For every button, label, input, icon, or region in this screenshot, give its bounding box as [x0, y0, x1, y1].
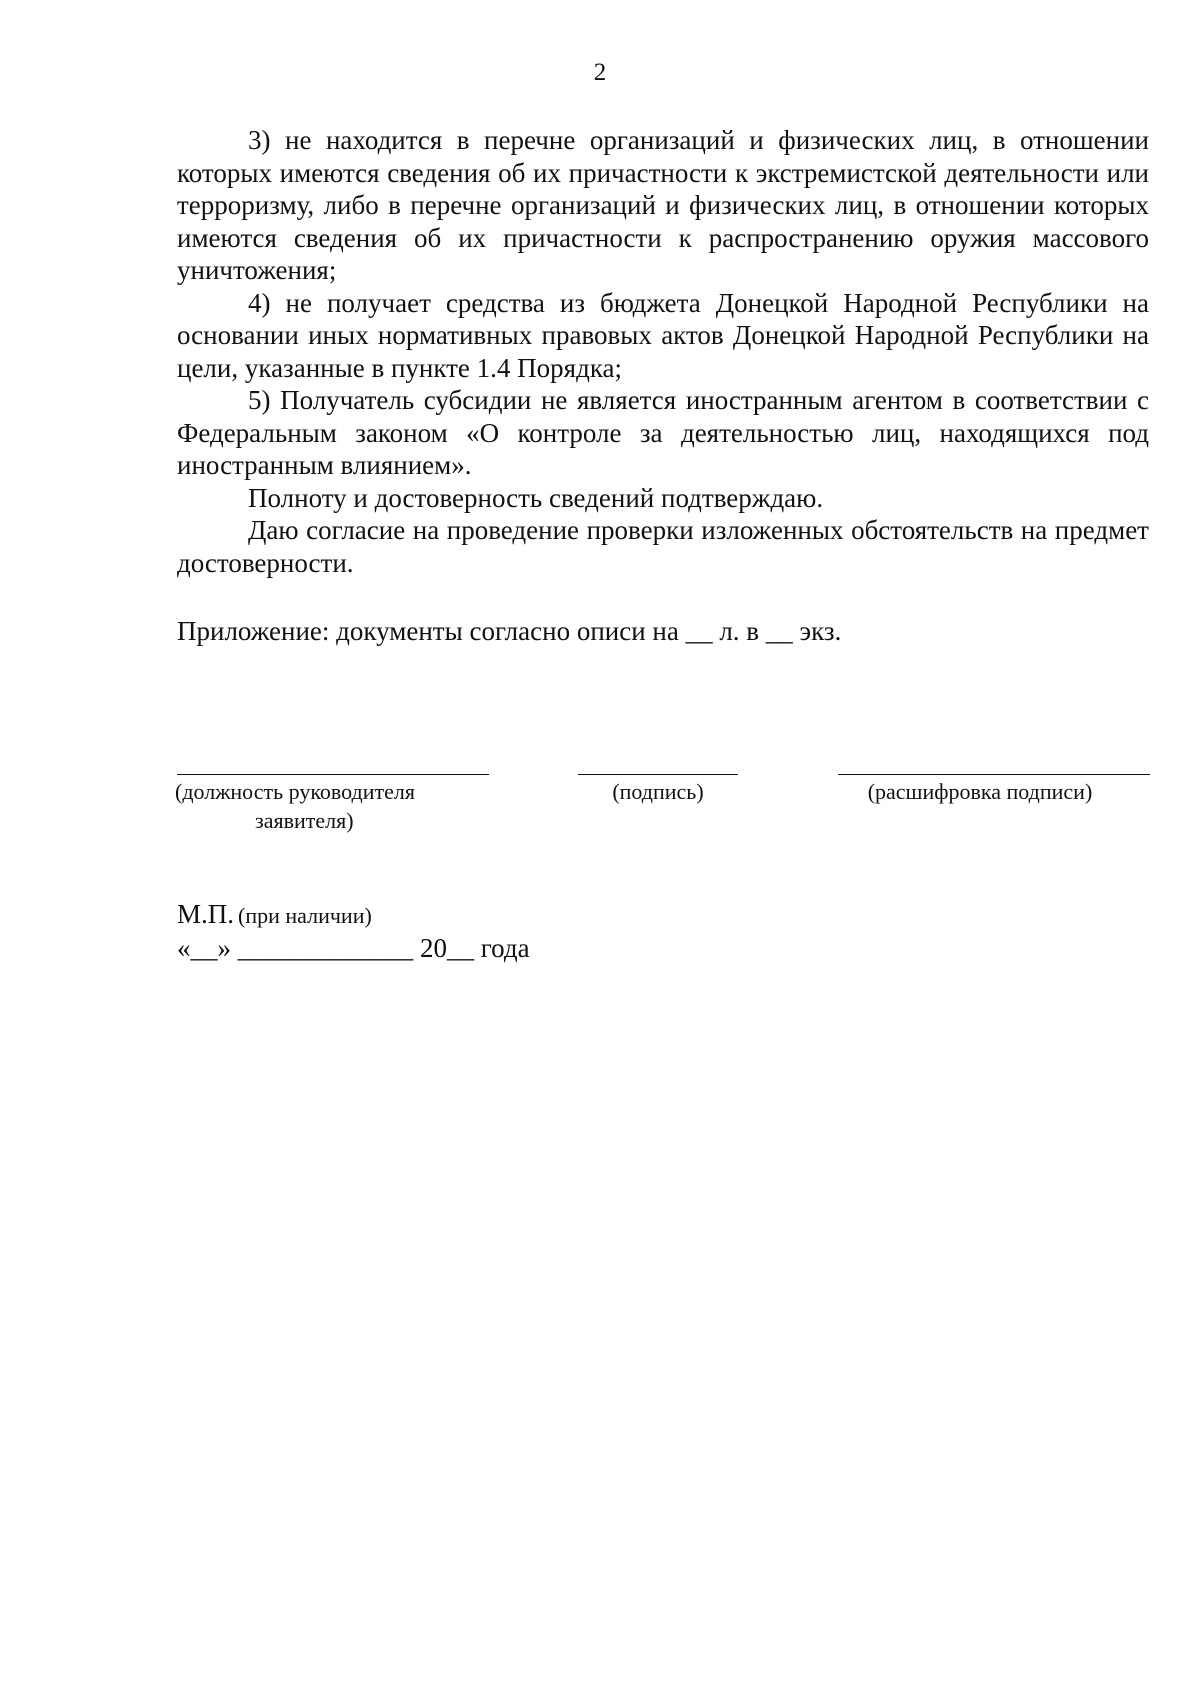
paragraph-item-5: 5) Получатель субсидии не является иностранным агентом в соответствии с Федеральным законом «О контроле за деятельностью лиц, находящихся под иностранным влиянием». [177, 385, 1149, 480]
decode-signature-line [838, 774, 1150, 775]
paragraph-item-4: 4) не получает средства из бюджета Донецкой Народной Республики на основании иных нормативных правовых актов Донецкой Народной Республики на цели, указанные в пункте 1.4 Порядка; [177, 287, 1149, 383]
position-caption-line2: заявителя) [255, 808, 354, 833]
document-body [177, 124, 1149, 579]
signature-line [578, 774, 738, 775]
attachment-line: Приложение: документы согласно описи на __ л. в __ экз. [177, 616, 842, 646]
decode-caption: (расшифровка подписи) [867, 779, 1093, 804]
stamp-note: (при наличии) [238, 903, 372, 928]
position-caption-line1: (должность руководителя [175, 779, 415, 804]
page-number: 2 [593, 59, 607, 86]
consent-statement: Даю согласие на проведение проверки изложенных обстоятельств на предмет достоверности. [177, 515, 1149, 578]
position-caption [175, 777, 495, 835]
date-line: «__» _____________ 20__ года [177, 933, 530, 963]
stamp-label: М.П. [177, 899, 235, 929]
position-signature-line [177, 774, 489, 775]
signature-caption: (подпись) [612, 779, 704, 804]
confirmation-statement: Полноту и достоверность сведений подтверждаю. [248, 482, 824, 513]
paragraph-item-3: 3) не находится в перечне организаций и физических лиц, в отношении которых имеются сведения об их причастности к экстремистской деятельности или терроризму, либо в перечне организаций и физических лиц, в отношении которых имеются сведения об их причастности к распространению оружия массового уничтожения; [177, 125, 1149, 285]
